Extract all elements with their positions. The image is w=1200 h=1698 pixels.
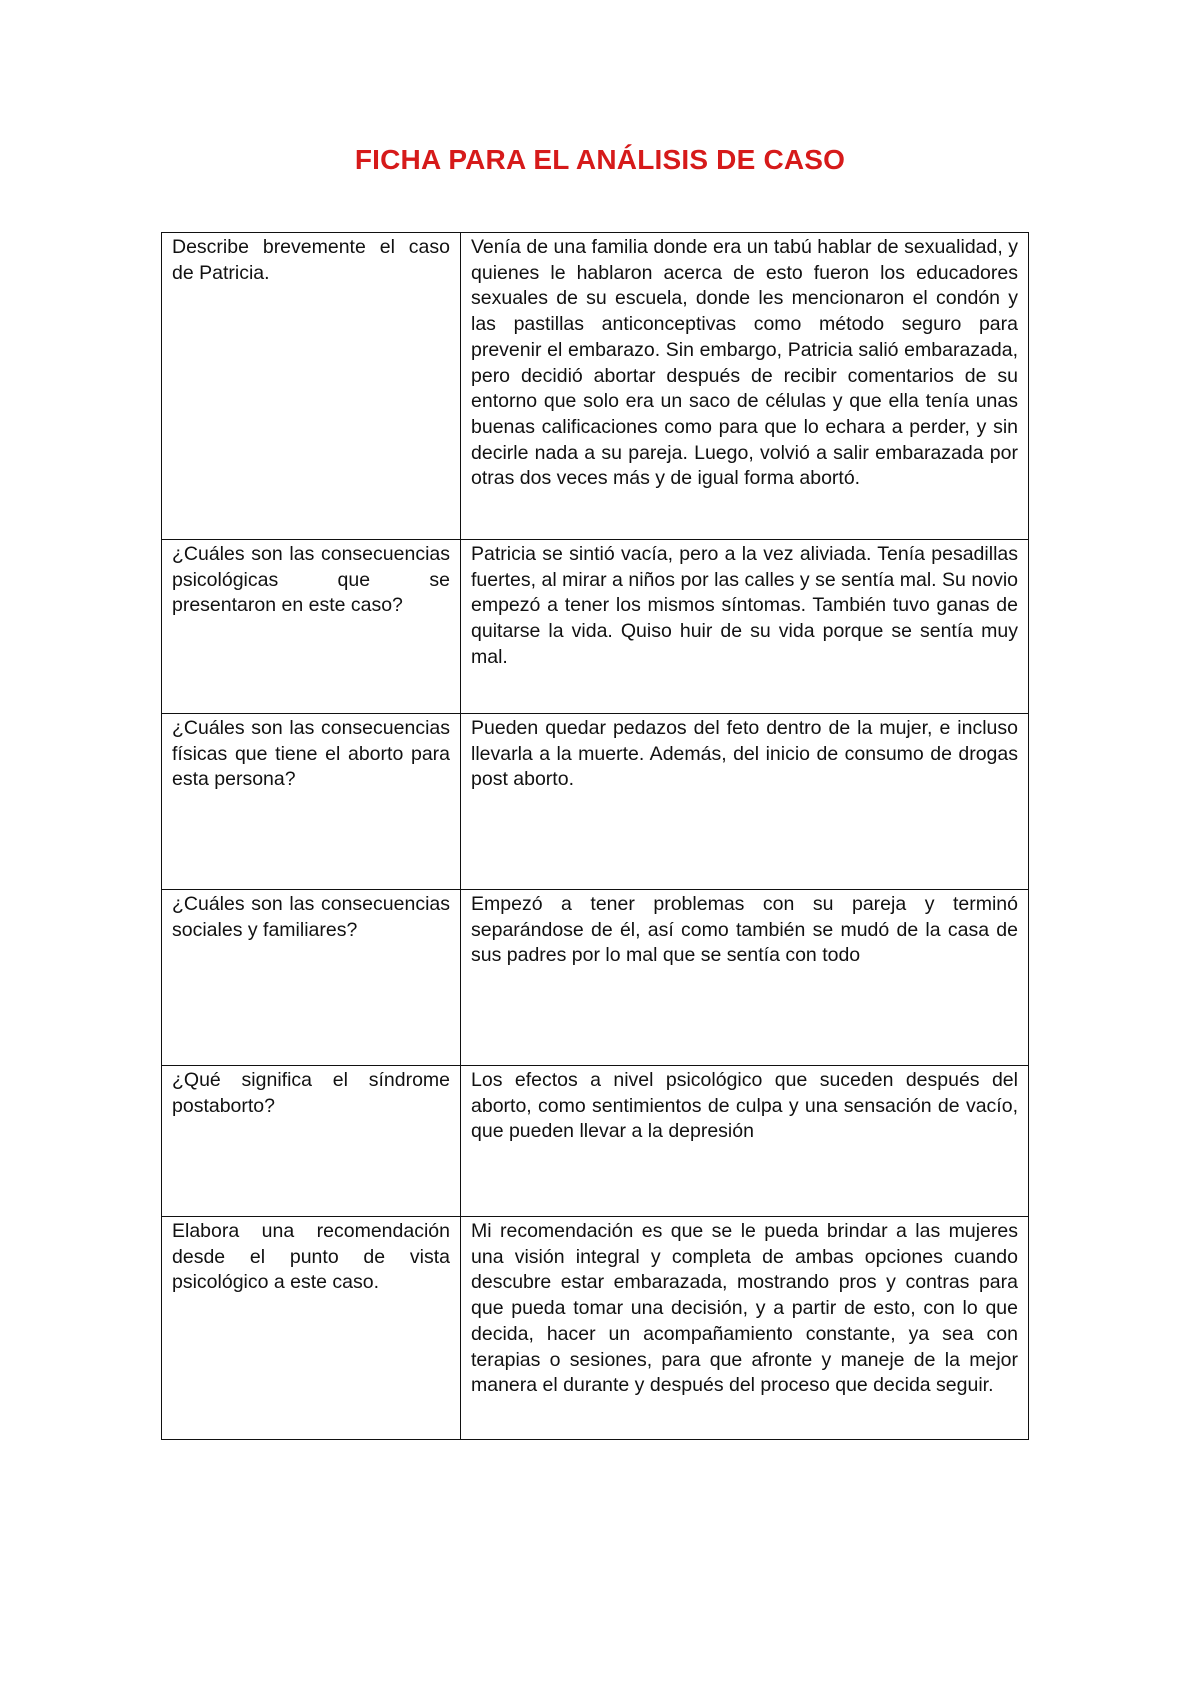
answer-cell: Venía de una familia donde era un tabú hablar de sexualidad, y quienes le hablaron acerca de esto fueron los educadores sexuales de su escuela, donde les mencionaron el condón y las pastillas anticonceptivas como método seguro para prevenir el embarazo. Sin embargo, Patricia salió embarazada, pero decidió abortar después de recibir comentarios de su entorno que solo era un saco de células y que ella tenía unas buenas calificaciones como para que lo echara a perder, y sin decirle nada a su pareja. Luego, volvió a salir embarazada por otras dos veces más y de igual forma abortó. — [461, 233, 1029, 540]
question-cell: ¿Cuáles son las consecuencias sociales y familiares? — [162, 890, 461, 1066]
question-cell: Describe brevemente el caso de Patricia. — [162, 233, 461, 540]
answer-cell: Mi recomendación es que se le pueda brindar a las mujeres una visión integral y completa de ambas opciones cuando descubre estar embarazada, mostrando pros y contras para que pueda tomar una decisión, y a partir de esto, con lo que decida, hacer un acompañamiento constante, ya sea con terapias o sesiones, para que afronte y maneje de la mejor manera el durante y después del proceso que decida seguir. — [461, 1217, 1029, 1440]
table-row — [162, 1066, 1029, 1217]
table-row — [162, 540, 1029, 714]
table-row — [162, 890, 1029, 1066]
question-cell: ¿Cuáles son las consecuencias físicas que tiene el aborto para esta persona? — [162, 714, 461, 890]
page-title: FICHA PARA EL ANÁLISIS DE CASO — [354, 144, 846, 175]
answer-cell: Los efectos a nivel psicológico que suceden después del aborto, como sentimientos de culpa y una sensación de vacío, que pueden llevar a la depresión — [461, 1066, 1029, 1217]
answer-cell: Empezó a tener problemas con su pareja y terminó separándose de él, así como también se mudó de la casa de sus padres por lo mal que se sentía con todo — [461, 890, 1029, 1066]
question-cell: ¿Qué significa el síndrome postaborto? — [162, 1066, 461, 1217]
case-analysis-table — [161, 232, 1029, 1440]
question-cell: Elabora una recomendación desde el punto de vista psicológico a este caso. — [162, 1217, 461, 1440]
table-row — [162, 714, 1029, 890]
table-row — [162, 1217, 1029, 1440]
question-cell: ¿Cuáles son las consecuencias psicológicas que se presentaron en este caso? — [162, 540, 461, 714]
answer-cell: Pueden quedar pedazos del feto dentro de la mujer, e incluso llevarla a la muerte. Además, del inicio de consumo de drogas post aborto. — [461, 714, 1029, 890]
answer-cell: Patricia se sintió vacía, pero a la vez aliviada. Tenía pesadillas fuertes, al mirar a niños por las calles y se sentía mal. Su novio empezó a tener los mismos síntomas. También tuvo ganas de quitarse la vida. Quiso huir de su vida porque se sentía muy mal. — [461, 540, 1029, 714]
table-row — [162, 233, 1029, 540]
